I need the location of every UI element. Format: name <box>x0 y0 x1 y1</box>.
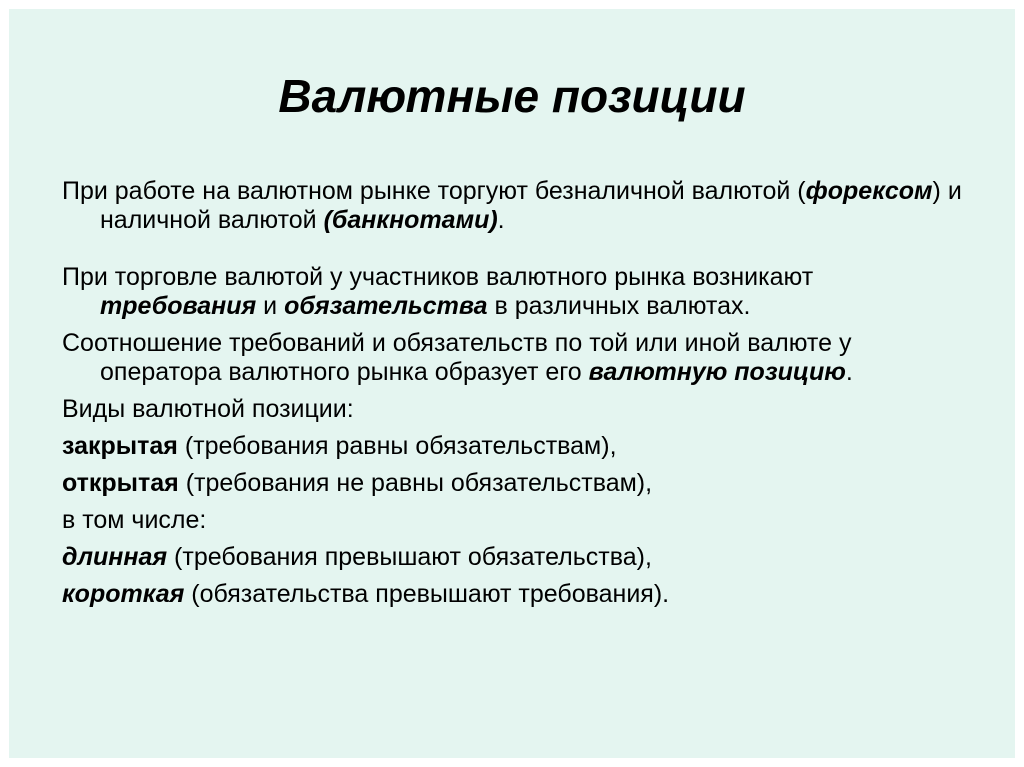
term-long: длинная <box>62 543 168 571</box>
item-closed-position <box>62 432 962 461</box>
slide <box>9 9 1015 758</box>
text-segment: в различных валютах. <box>487 292 751 320</box>
term-short: короткая <box>62 580 185 608</box>
slide-body <box>62 177 962 609</box>
slide-title: Валютные позиции <box>278 70 746 122</box>
paragraph-currency-position <box>62 329 962 387</box>
paragraph-position-types: Виды валютной позиции: <box>62 395 354 423</box>
paragraph-including: в том числе: <box>62 506 207 534</box>
text-segment: (обязательства превышают требования). <box>184 580 670 608</box>
text-segment: . <box>845 358 853 386</box>
term-obligations: обязательства <box>284 292 488 320</box>
term-open: открытая <box>62 469 179 497</box>
text-segment: (требования превышают обязательства), <box>167 543 652 571</box>
text-segment: (требования не равны обязательствам), <box>178 469 653 497</box>
text-segment: Соотношение требований и обязательств по той или иной валюте у оператора валютного рынка образует его <box>62 329 852 386</box>
item-open-position <box>62 469 962 498</box>
text-segment: При торговле валютой у участников валютного рынка возникают <box>62 263 814 291</box>
term-claims: требования <box>100 292 257 320</box>
item-long-position <box>62 543 962 572</box>
item-short-position <box>62 580 962 609</box>
term-banknotes: (банкнотами) <box>323 206 498 234</box>
term-forex: форексом <box>805 177 933 205</box>
text-segment: (требования равны обязательствам), <box>177 432 617 460</box>
paragraph-trading-currencies <box>62 177 962 235</box>
text-segment: ) и наличной валютой <box>100 177 962 234</box>
term-closed: закрытая <box>62 432 178 460</box>
paragraph-claims-obligations <box>62 263 962 321</box>
text-segment: При работе на валютном рынке торгуют безналичной валютой ( <box>62 177 806 205</box>
text-segment: . <box>497 206 505 234</box>
term-currency-position: валютную позицию <box>588 358 846 386</box>
text-segment: и <box>256 292 285 320</box>
